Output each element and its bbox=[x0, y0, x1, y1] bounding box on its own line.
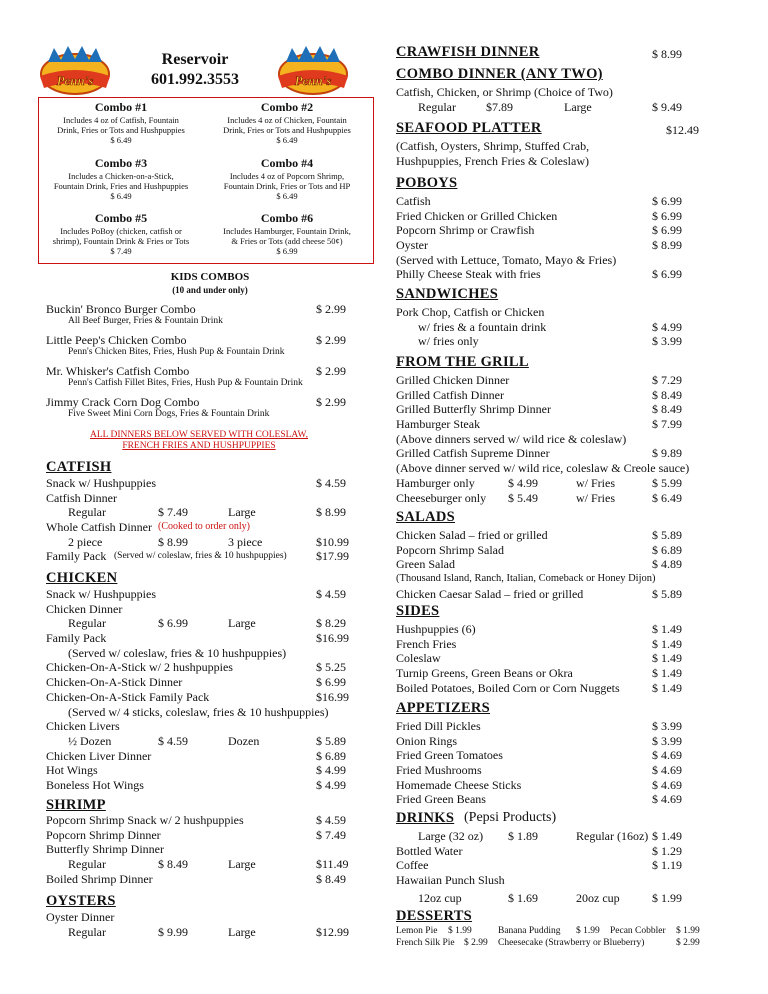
penns-logo-left bbox=[34, 44, 116, 100]
salad-item: Green Salad $ 4.89 bbox=[396, 557, 682, 572]
kids-list: Buckin' Bronco Burger Combo $ 2.99 All Beef Burger, Fries & Fountain Drink Little Peep's Chicken Combo $ 2.99 Penn's Chicken Bites, Fries, Hush Pup & Fountain Drink Mr. Whisker's Catfish Combo $ 2.99 Penn's Catfish Fillet Bites, Fries, Hush Pup & Fountain Drink Jimmy Crack Corn Dog Combo $ 2.99 Five Sweet Mini Corn Dogs, Fries & Fountain Drink bbox=[46, 302, 352, 426]
appetizer-item: Fried Green Beans $ 4.69 bbox=[396, 792, 682, 807]
penns-logo-right bbox=[272, 44, 354, 100]
store-phone: 601.992.3553 bbox=[151, 71, 239, 88]
drinks-section: DRINKS (Pepsi Products) Large (32 oz) $ 1.89 Regular (16oz) $ 1.49 Bottled Water $ 1.29 Coffee $ 1.19 Hawaiian Punch Slush 12oz cup $ 1.69 20oz cup $ 1.99 bbox=[396, 810, 682, 905]
poboy-item: Oyster $ 8.99 bbox=[396, 238, 682, 253]
dinners-notice: ALL DINNERS BELOW SERVED WITH COLESLAW, FRENCH FRIES AND HUSHPUPPIES bbox=[89, 430, 309, 451]
poboys-section: POBOYS Catfish $ 6.99 Fried Chicken or Grilled Chicken $ 6.99 Popcorn Shrimp or Crawfish $ 6.99 Oyster $ 8.99 (Served with Lettuce, Tomato, Mayo & Fries) Philly Cheese Steak with fries $ 6.99 bbox=[396, 176, 708, 282]
oysters-section: Oyster Dinner Regular $ 9.99 Large $12.99 bbox=[46, 910, 349, 939]
kids-item: Mr. Whisker's Catfish Combo $ 2.99 bbox=[46, 364, 346, 378]
chicken-section: Snack w/ Hushpuppies $ 4.59 Chicken Dinner Regular $ 6.99 Large $ 8.29 Family Pack $16.99 (Served w/ coleslaw, fries & 10 hushpuppies) Chicken-On-A-Stick w/ 2 hushpuppies $ 5.25 Chicken-On-A-Stick Dinner $ 6.99 Chicken-On-A-Stick Family Pack $16.99 (Served w/ 4 sticks, coleslaw, fries & 10 hushpuppies) Chicken Livers ½ Dozen $ 4.59 Dozen $ 5.89 Chicken Liver Dinner $ 6.89 Hot Wings $ 4.99 Boneless Hot Wings $ 4.99 bbox=[46, 587, 349, 792]
grill-item: Grilled Butterfly Shrimp Dinner $ 8.49 bbox=[396, 402, 682, 417]
catfish-section: Snack w/ Hushpuppies $ 4.59 Catfish Dinner Regular $ 7.49 Large $ 8.99 Whole Catfish Dinner (Cooked to order only) 2 piece $ 8.99 3 piece $10.99 Family Pack (Served w/ coleslaw, fries & 10 hushpuppies) $17.99 bbox=[46, 476, 349, 564]
appetizer-item: Fried Green Tomatoes $ 4.69 bbox=[396, 748, 682, 763]
sandwiches-section: SANDWICHES Pork Chop, Catfish or Chicken w/ fries & a fountain drink $ 4.99 w/ fries only $ 3.99 bbox=[396, 286, 682, 349]
poboy-item: Popcorn Shrimp or Crawfish $ 6.99 bbox=[396, 223, 682, 238]
combo-dinner-section: COMBO DINNER (ANY TWO) Catfish, Chicken, or Shrimp (Choice of Two) Regular $7.89 Large $ 9.49 bbox=[396, 66, 682, 114]
grill-item: Hamburger Steak $ 7.99 bbox=[396, 417, 682, 432]
combo-5: Combo #5 Includes PoBoy (chicken, catfish or shrimp), Fountain Drink & Fries or Tots $ 7.49 bbox=[52, 211, 190, 256]
svg-text:Penn's: Penn's bbox=[294, 73, 332, 88]
kids-item: Jimmy Crack Corn Dog Combo $ 2.99 bbox=[46, 395, 346, 409]
side-item: Turnip Greens, Green Beans or Okra $ 1.49 bbox=[396, 666, 682, 681]
sides-section: SIDES Hushpuppies (6) $ 1.49 French Fries $ 1.49 Coleslaw $ 1.49 Turnip Greens, Green Beans or Okra $ 1.49 Boiled Potatoes, Boiled Corn or Corn Nuggets $ 1.49 bbox=[396, 604, 708, 695]
shrimp-heading: SHRIMP bbox=[46, 797, 106, 813]
grill-item: Grilled Chicken Dinner $ 7.29 bbox=[396, 373, 682, 387]
poboy-item: Fried Chicken or Grilled Chicken $ 6.99 bbox=[396, 208, 682, 223]
combo-2: Combo #2 Includes 4 oz of Chicken, Fountain Drink, Fries or Tots and Hushpuppies $ 6.49 bbox=[223, 100, 351, 145]
kids-item: Little Peep's Chicken Combo $ 2.99 bbox=[46, 333, 346, 347]
kids-subtitle: (10 and under only) bbox=[172, 285, 248, 295]
grill-section: FROM THE GRILL Grilled Chicken Dinner $ 7.29 Grilled Catfish Dinner $ 8.49 Grilled Butterfly Shrimp Dinner $ 8.49 Hamburger Steak $ 7.99 (Above dinners served w/ wild rice & coleslaw) Grilled Catfish Supreme Dinner $ 9.89 (Above dinner served w/ wild rice, coleslaw & Creole sauce) Hamburger only $ 4.99 w/ Fries $ 5.99 Cheeseburger only $ 5.49 w/ Fries $ 6.49 bbox=[396, 355, 708, 505]
appetizer-item: Onion Rings $ 3.99 bbox=[396, 733, 682, 748]
oysters-heading: OYSTERS bbox=[46, 893, 116, 909]
grill-item: Grilled Catfish Dinner $ 8.49 bbox=[396, 387, 682, 402]
appetizer-item: Homemade Cheese Sticks $ 4.69 bbox=[396, 777, 682, 792]
side-item: French Fries $ 1.49 bbox=[396, 636, 682, 651]
svg-text:Penn's: Penn's bbox=[56, 73, 94, 88]
chicken-heading: CHICKEN bbox=[46, 570, 118, 586]
side-item: Coleslaw $ 1.49 bbox=[396, 651, 682, 666]
side-item: Boiled Potatoes, Boiled Corn or Corn Nuggets $ 1.49 bbox=[396, 680, 682, 695]
salad-item: Chicken Salad – fried or grilled $ 5.89 bbox=[396, 528, 682, 542]
store-name: Reservoir bbox=[161, 51, 229, 68]
salads-section: SALADS Chicken Salad – fried or grilled $ 5.89 Popcorn Shrimp Salad $ 6.89 Green Salad $ 4.89 (Thousand Island, Ranch, Italian, Comeback or Honey Dijon) Chicken Caesar Salad – fried or grilled $ 5.89 bbox=[396, 510, 708, 601]
kids-title: KIDS COMBOS bbox=[170, 271, 250, 283]
seafood-platter-section: SEAFOOD PLATTER $12.49 (Catfish, Oysters, Shrimp, Stuffed Crab, Hushpuppies, French Fries & Coleslaw) bbox=[396, 120, 699, 168]
salad-item: Popcorn Shrimp Salad $ 6.89 bbox=[396, 542, 682, 557]
appetizer-item: Fried Mushrooms $ 4.69 bbox=[396, 763, 682, 778]
combo-4: Combo #4 Includes 4 oz of Popcorn Shrimp, Fountain Drink, Fries or Tots and HP $ 6.49 bbox=[223, 156, 351, 201]
appetizer-item: Fried Dill Pickles $ 3.99 bbox=[396, 719, 682, 733]
shrimp-section: Popcorn Shrimp Snack w/ 2 hushpuppies $ 4.59 Popcorn Shrimp Dinner $ 7.49 Butterfly Shrimp Dinner Regular $ 8.49 Large $11.49 Boiled Shrimp Dinner $ 8.49 bbox=[46, 813, 349, 886]
desserts-section: DESSERTS Lemon Pie $ 1.99 Banana Pudding $ 1.99 Pecan Cobbler $ 1.99 French Silk Pie $ 2.99 Cheesecake (Strawberry or Blueberry) $ 2.99 bbox=[396, 908, 700, 948]
side-item: Hushpuppies (6) $ 1.49 bbox=[396, 622, 682, 636]
crawfish-section: CRAWFISH DINNER $ 8.99 bbox=[396, 44, 682, 61]
kids-item: Buckin' Bronco Burger Combo $ 2.99 bbox=[46, 302, 346, 316]
combo-6: Combo #6 Includes Hamburger, Fountain Drink, & Fries or Tots (add cheese 50¢) $ 6.99 bbox=[223, 211, 351, 256]
catfish-heading: CATFISH bbox=[46, 459, 112, 475]
poboy-item: Catfish $ 6.99 bbox=[396, 194, 682, 208]
combo-3: Combo #3 Includes a Chicken-on-a-Stick, Fountain Drink, Fries and Hushpuppies $ 6.49 bbox=[53, 156, 189, 201]
appetizers-section: APPETIZERS Fried Dill Pickles $ 3.99 Onion Rings $ 3.99 Fried Green Tomatoes $ 4.69 Fried Mushrooms $ 4.69 Homemade Cheese Sticks $ 4.69 Fried Green Beans $ 4.69 bbox=[396, 701, 708, 807]
combo-1: Combo #1 Includes 4 oz of Catfish, Fountain Drink, Fries or Tots and Hushpuppies $ 6.49 bbox=[57, 100, 185, 145]
